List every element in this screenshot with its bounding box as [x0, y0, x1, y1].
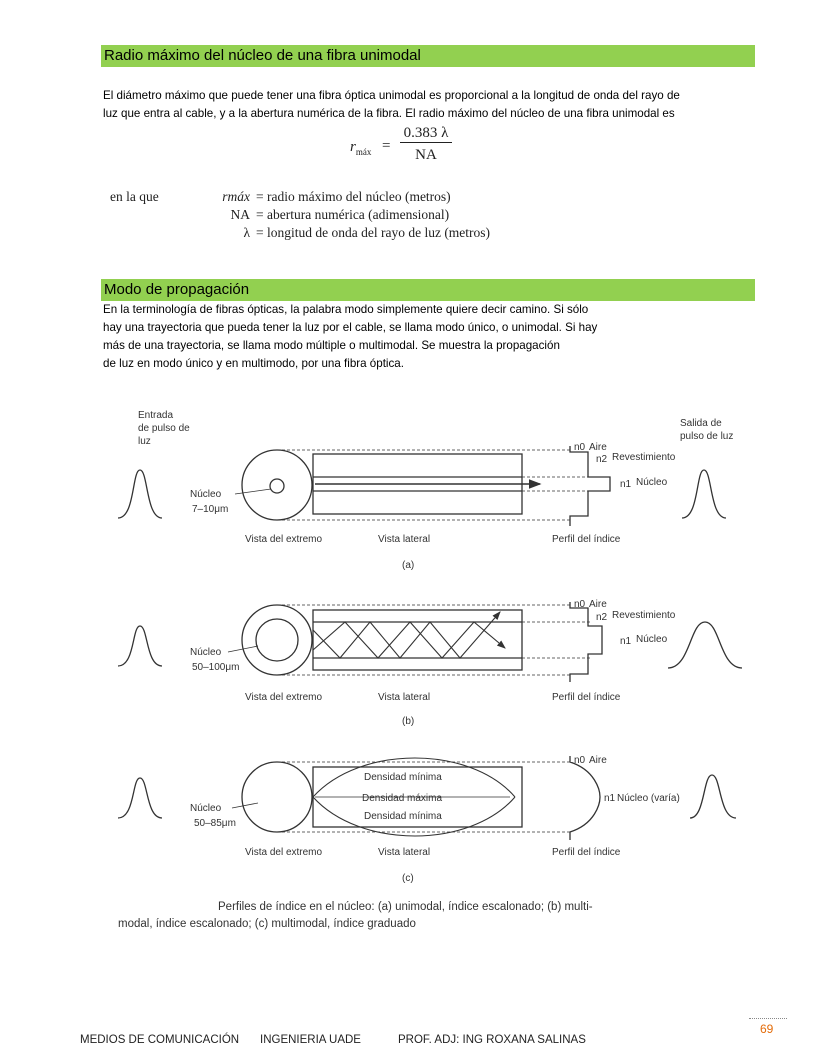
n1-label: n1 — [620, 479, 632, 490]
definition-symbol: NA — [230, 207, 250, 222]
index-profile-label: Perfil del índice — [552, 847, 621, 858]
end-view-core — [256, 619, 298, 661]
cladding-label: Revestimiento — [612, 610, 676, 621]
input-pulse — [118, 626, 162, 666]
air-label: Aire — [589, 755, 607, 766]
panel-caption: (a) — [402, 560, 415, 571]
figure-caption: Perfiles de índice en el núcleo: (a) unimodal, índice escalonado; (b) multi- — [218, 901, 593, 913]
core-profile-label: Núcleo — [636, 477, 668, 488]
page-number: 69 — [760, 1022, 774, 1036]
definition-text: = radio máximo del núcleo (metros) — [256, 189, 451, 204]
formula-numerator: 0.383 λ — [400, 125, 452, 143]
definition-symbol: rmáx — [222, 189, 250, 204]
side-view-label: Vista lateral — [378, 534, 431, 545]
end-view-core — [242, 762, 312, 832]
end-view-cladding — [242, 450, 312, 520]
panel-caption: (c) — [402, 873, 414, 884]
input-pulse — [118, 778, 162, 818]
input-label: de pulso de — [138, 423, 190, 434]
page-number-rule — [749, 1018, 787, 1019]
side-view-label: Vista lateral — [378, 692, 431, 703]
core-label: Núcleo — [190, 803, 222, 814]
air-label: Aire — [589, 599, 607, 610]
output-label: pulso de luz — [680, 431, 734, 442]
core-profile-label: Núcleo — [636, 634, 668, 645]
n1-label: n1 — [620, 636, 632, 647]
panel-caption: (b) — [402, 716, 415, 727]
text-line: El diámetro máximo que puede tener una fibra óptica unimodal es proporcional a la longitud de onda del rayo de — [103, 89, 680, 102]
end-view-label: Vista del extremo — [245, 534, 323, 545]
n0-label: n0 — [574, 599, 586, 610]
panel-b-multimode-step — [118, 599, 742, 727]
input-label: luz — [138, 436, 151, 447]
output-pulse — [682, 470, 726, 518]
n2-label: n2 — [596, 454, 608, 465]
core-profile-label: Núcleo (varía) — [617, 793, 680, 804]
light-rays-zigzag — [313, 612, 500, 658]
n2-label: n2 — [596, 612, 608, 623]
footer-course: MEDIOS DE COMUNICACIÓN — [80, 1034, 240, 1046]
index-profile-label: Perfil del índice — [552, 692, 621, 703]
definitions-intro: en la que — [110, 189, 159, 204]
end-view-label: Vista del extremo — [245, 692, 323, 703]
n0-label: n0 — [574, 755, 586, 766]
input-pulse — [118, 470, 162, 518]
min-density-label: Densidad mínima — [364, 772, 442, 783]
definition-text: = abertura numérica (adimensional) — [256, 207, 450, 222]
panel-a-single-mode — [118, 442, 726, 571]
core-label: Núcleo — [190, 489, 222, 500]
end-view-cladding — [242, 605, 312, 675]
text-line: En la terminología de fibras ópticas, la palabra modo simplemente quiere decir camino. Si sólo — [103, 303, 589, 316]
output-label: Salida de — [680, 418, 722, 429]
formula-equals: = — [382, 138, 391, 154]
section-heading-radio-maximo: Radio máximo del núcleo de una fibra unimodal — [101, 45, 755, 67]
figure-caption: modal, índice escalonado; (c) multimodal, índice graduado — [118, 918, 416, 930]
core-size: 50–85μm — [194, 818, 236, 829]
side-view-label: Vista lateral — [378, 847, 431, 858]
panel-c-multimode-graded — [118, 755, 736, 884]
air-label: Aire — [589, 442, 607, 453]
text-line: luz que entra al cable, y a la abertura numérica de la fibra. El radio máximo del núcleo de una fibra unimodal es — [103, 107, 675, 120]
formula-lhs: $r_{máx}$ — [350, 139, 372, 157]
output-pulse — [668, 622, 742, 668]
output-pulse — [690, 775, 736, 818]
side-view-fiber — [313, 610, 522, 670]
definition-symbol: λ — [243, 225, 250, 240]
index-profile-graded — [570, 756, 600, 840]
end-view-label: Vista del extremo — [245, 847, 323, 858]
core-size: 50–100μm — [192, 662, 240, 673]
n1-label: n1 — [604, 793, 616, 804]
text-line: hay una trayectoria que pueda tener la luz por el cable, se llama modo único, o unimodal. Si hay — [103, 321, 598, 334]
core-size: 7–10μm — [192, 504, 229, 515]
footer-professor: PROF. ADJ: ING ROXANA SALINAS — [398, 1034, 586, 1046]
core-label: Núcleo — [190, 647, 222, 658]
definition-text: = longitud de onda del rayo de luz (metros) — [256, 225, 491, 240]
input-label: Entrada — [138, 410, 174, 421]
min-density-label: Densidad mínima — [364, 811, 442, 822]
text-line: de luz en modo único y en multimodo, por una fibra óptica. — [103, 357, 404, 370]
footer-school: INGENIERIA UADE — [260, 1034, 361, 1046]
text-line: más de una trayectoria, se llama modo múltiple o multimodal. Se muestra la propagación — [103, 339, 560, 352]
max-density-label: Densidad máxima — [362, 793, 443, 804]
formula-denominator: NA — [415, 147, 437, 163]
section-heading-modo-propagacion: Modo de propagación — [101, 279, 755, 301]
end-view-core — [270, 479, 284, 493]
n0-label: n0 — [574, 442, 586, 453]
index-profile-label: Perfil del índice — [552, 534, 621, 545]
cladding-label: Revestimiento — [612, 452, 676, 463]
